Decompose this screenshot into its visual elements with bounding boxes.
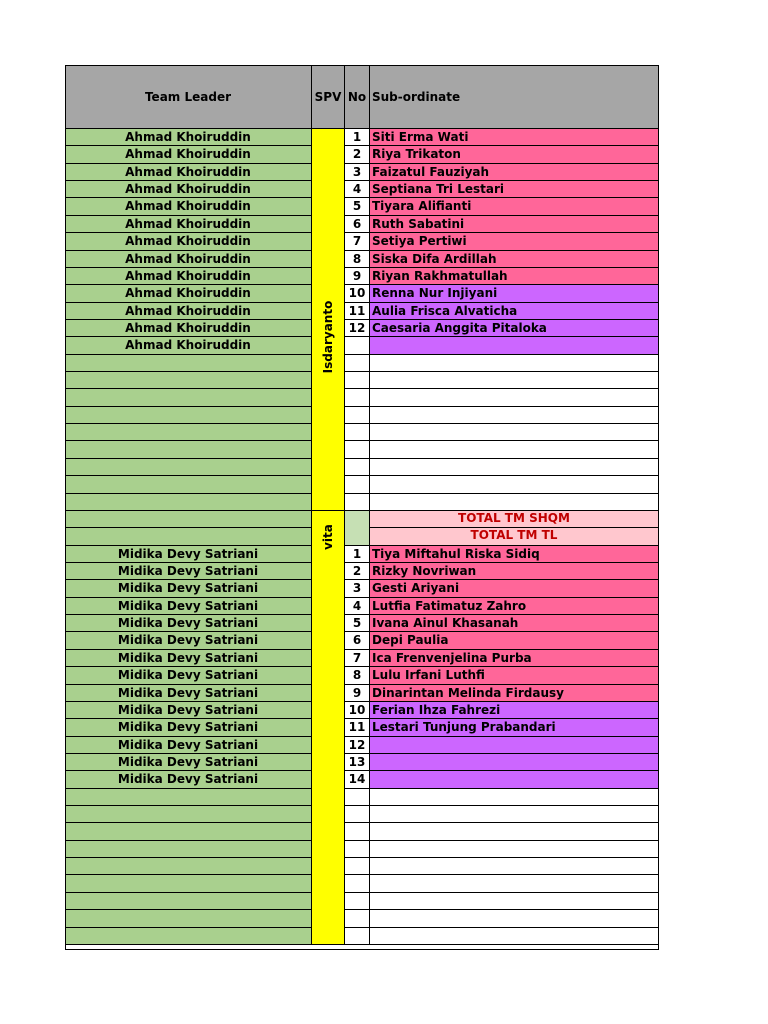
team-leader-cell[interactable]	[65, 389, 312, 407]
team-leader-cell[interactable]: Midika Devy Satriani	[65, 754, 312, 771]
subordinate-name[interactable]: Ica Frenvenjelina Purba	[370, 650, 659, 667]
team-leader-cell[interactable]: Midika Devy Satriani	[65, 546, 312, 563]
team-leader-cell[interactable]: Ahmad Khoiruddin	[65, 285, 312, 303]
row-number[interactable]	[345, 910, 370, 928]
subordinate-name[interactable]	[370, 459, 659, 476]
subordinate-name[interactable]: Renna Nur Injiyani	[370, 285, 659, 303]
subordinate-name[interactable]	[370, 823, 659, 841]
row-number[interactable]	[345, 823, 370, 841]
row-number[interactable]: 7	[345, 233, 370, 251]
row-number[interactable]	[345, 841, 370, 858]
subordinate-name[interactable]	[370, 737, 659, 754]
team-leader-cell[interactable]: Midika Devy Satriani	[65, 667, 312, 685]
team-leader-cell[interactable]	[65, 910, 312, 928]
row-number[interactable]: 3	[345, 580, 370, 598]
spreadsheet-table	[65, 65, 659, 950]
team-leader-cell[interactable]: Midika Devy Satriani	[65, 598, 312, 615]
subordinate-name[interactable]: Riyan Rakhmatullah	[370, 268, 659, 285]
total-no-merged	[345, 511, 370, 546]
row-number[interactable]: 5	[345, 198, 370, 216]
total-tm-shqm: TOTAL TM SHQM	[370, 511, 659, 528]
subordinate-name[interactable]	[370, 806, 659, 823]
row-number[interactable]: 10	[345, 702, 370, 719]
row-number[interactable]	[345, 806, 370, 823]
row-number[interactable]: 13	[345, 754, 370, 771]
subordinate-name[interactable]	[370, 789, 659, 806]
row-number[interactable]	[345, 424, 370, 441]
subordinate-name[interactable]: Tiya Miftahul Riska Sidiq	[370, 546, 659, 563]
team-leader-cell[interactable]	[65, 893, 312, 910]
subordinate-name[interactable]	[370, 337, 659, 355]
subordinate-name[interactable]: Rizky Novriwan	[370, 563, 659, 580]
row-number[interactable]	[345, 355, 370, 372]
subordinate-name[interactable]: Setiya Pertiwi	[370, 233, 659, 251]
row-number[interactable]: 14	[345, 771, 370, 789]
row-number[interactable]	[345, 494, 370, 511]
subordinate-name[interactable]: Siska Difa Ardillah	[370, 251, 659, 268]
row-number[interactable]	[345, 928, 370, 945]
row-number[interactable]	[345, 337, 370, 355]
team-leader-cell[interactable]	[65, 841, 312, 858]
subordinate-name[interactable]: Ferian Ihza Fahrezi	[370, 702, 659, 719]
subordinate-name[interactable]: Depi Paulia	[370, 632, 659, 650]
team-leader-cell[interactable]: Midika Devy Satriani	[65, 632, 312, 650]
subordinate-name[interactable]: Riya Trikaton	[370, 146, 659, 164]
team-leader-cell[interactable]	[65, 928, 312, 945]
row-number[interactable]	[345, 441, 370, 459]
row-number[interactable]: 8	[345, 667, 370, 685]
subordinate-name[interactable]	[370, 893, 659, 910]
subordinate-name[interactable]	[370, 441, 659, 459]
row-number[interactable]: 7	[345, 650, 370, 667]
team-leader-cell[interactable]: Ahmad Khoiruddin	[65, 233, 312, 251]
subordinate-name[interactable]: Aulia Frisca Alvaticha	[370, 303, 659, 320]
subordinate-name[interactable]	[370, 858, 659, 875]
row-number[interactable]	[345, 893, 370, 910]
subordinate-name[interactable]: Ruth Sabatini	[370, 216, 659, 233]
team-leader-cell[interactable]: Ahmad Khoiruddin	[65, 164, 312, 181]
team-leader-cell[interactable]	[65, 806, 312, 823]
subordinate-name[interactable]	[370, 928, 659, 945]
subordinate-name[interactable]	[370, 476, 659, 494]
row-number[interactable]: 11	[345, 303, 370, 320]
team-leader-cell[interactable]: Ahmad Khoiruddin	[65, 146, 312, 164]
header-subordinate[interactable]: Sub-ordinate	[370, 65, 659, 129]
team-leader-cell[interactable]	[65, 858, 312, 875]
team-leader-cell[interactable]	[65, 355, 312, 372]
spv-merged-cell[interactable]	[312, 511, 345, 945]
subordinate-name[interactable]: Lestari Tunjung Prabandari	[370, 719, 659, 737]
row-number[interactable]	[345, 389, 370, 407]
team-leader-cell[interactable]: Midika Devy Satriani	[65, 702, 312, 719]
subordinate-name[interactable]: Gesti Ariyani	[370, 580, 659, 598]
row-number[interactable]: 12	[345, 320, 370, 337]
row-number[interactable]: 4	[345, 181, 370, 198]
team-leader-cell[interactable]	[65, 528, 312, 546]
subordinate-name[interactable]	[370, 407, 659, 424]
row-number[interactable]	[345, 875, 370, 893]
team-leader-cell[interactable]: Ahmad Khoiruddin	[65, 303, 312, 320]
team-leader-cell[interactable]: Midika Devy Satriani	[65, 719, 312, 737]
team-leader-cell[interactable]: Midika Devy Satriani	[65, 650, 312, 667]
subordinate-name[interactable]: Dinarintan Melinda Firdausy	[370, 685, 659, 702]
row-number[interactable]	[345, 476, 370, 494]
team-leader-cell[interactable]	[65, 407, 312, 424]
row-number[interactable]: 5	[345, 615, 370, 632]
row-number[interactable]: 6	[345, 632, 370, 650]
team-leader-cell[interactable]: Ahmad Khoiruddin	[65, 216, 312, 233]
header-no[interactable]: No	[345, 65, 370, 129]
subordinate-name[interactable]	[370, 355, 659, 372]
spv-name: Isdaryanto	[321, 300, 335, 374]
team-leader-cell[interactable]	[65, 424, 312, 441]
row-number[interactable]: 9	[345, 268, 370, 285]
row-number[interactable]: 8	[345, 251, 370, 268]
team-leader-cell[interactable]: Ahmad Khoiruddin	[65, 129, 312, 146]
row-number[interactable]: 12	[345, 737, 370, 754]
row-number[interactable]: 6	[345, 216, 370, 233]
row-number[interactable]: 3	[345, 164, 370, 181]
subordinate-name[interactable]: Lulu Irfani Luthfi	[370, 667, 659, 685]
subordinate-name[interactable]	[370, 875, 659, 893]
team-leader-cell[interactable]	[65, 372, 312, 389]
team-leader-cell[interactable]: Ahmad Khoiruddin	[65, 198, 312, 216]
subordinate-name[interactable]	[370, 372, 659, 389]
spv-name: vita	[321, 524, 335, 550]
total-tm-tl: TOTAL TM TL	[370, 528, 659, 546]
team-leader-cell[interactable]	[65, 511, 312, 528]
team-leader-cell[interactable]: Ahmad Khoiruddin	[65, 337, 312, 355]
row-number[interactable]	[345, 407, 370, 424]
row-number[interactable]: 2	[345, 146, 370, 164]
team-leader-cell[interactable]: Midika Devy Satriani	[65, 685, 312, 702]
header-team-leader[interactable]: Team Leader	[65, 65, 312, 129]
team-leader-cell[interactable]	[65, 494, 312, 511]
spv-merged-cell[interactable]	[312, 129, 345, 511]
team-leader-cell[interactable]: Ahmad Khoiruddin	[65, 181, 312, 198]
team-leader-cell[interactable]: Midika Devy Satriani	[65, 737, 312, 754]
team-leader-cell[interactable]	[65, 459, 312, 476]
team-leader-cell[interactable]	[65, 789, 312, 806]
team-leader-cell[interactable]: Midika Devy Satriani	[65, 771, 312, 789]
row-number[interactable]	[345, 858, 370, 875]
row-number[interactable]	[345, 789, 370, 806]
row-number[interactable]: 9	[345, 685, 370, 702]
row-number[interactable]: 4	[345, 598, 370, 615]
subordinate-name[interactable]	[370, 494, 659, 511]
subordinate-name[interactable]	[370, 389, 659, 407]
subordinate-name[interactable]: Tiyara Alifianti	[370, 198, 659, 216]
row-number[interactable]: 11	[345, 719, 370, 737]
row-number[interactable]: 1	[345, 129, 370, 146]
row-number[interactable]	[345, 459, 370, 476]
team-leader-cell[interactable]	[65, 476, 312, 494]
team-leader-cell[interactable]	[65, 875, 312, 893]
row-number[interactable]: 1	[345, 546, 370, 563]
subordinate-name[interactable]	[370, 771, 659, 789]
subordinate-name[interactable]: Septiana Tri Lestari	[370, 181, 659, 198]
team-leader-cell[interactable]: Midika Devy Satriani	[65, 615, 312, 632]
team-leader-cell[interactable]: Ahmad Khoiruddin	[65, 268, 312, 285]
row-number[interactable]: 2	[345, 563, 370, 580]
team-leader-cell[interactable]	[65, 823, 312, 841]
team-leader-cell[interactable]: Midika Devy Satriani	[65, 563, 312, 580]
subordinate-name[interactable]	[370, 910, 659, 928]
header-spv[interactable]: SPV	[312, 65, 345, 129]
subordinate-name[interactable]: Caesaria Anggita Pitaloka	[370, 320, 659, 337]
subordinate-name[interactable]	[370, 841, 659, 858]
subordinate-name[interactable]: Siti Erma Wati	[370, 129, 659, 146]
subordinate-name[interactable]: Faizatul Fauziyah	[370, 164, 659, 181]
subordinate-name[interactable]	[370, 754, 659, 771]
subordinate-name[interactable]	[370, 424, 659, 441]
team-leader-cell[interactable]: Ahmad Khoiruddin	[65, 320, 312, 337]
subordinate-name[interactable]: Ivana Ainul Khasanah	[370, 615, 659, 632]
subordinate-name[interactable]: Lutfia Fatimatuz Zahro	[370, 598, 659, 615]
row-number[interactable]: 10	[345, 285, 370, 303]
team-leader-cell[interactable]: Midika Devy Satriani	[65, 580, 312, 598]
team-leader-cell[interactable]	[65, 441, 312, 459]
team-leader-cell[interactable]: Ahmad Khoiruddin	[65, 251, 312, 268]
row-number[interactable]	[345, 372, 370, 389]
